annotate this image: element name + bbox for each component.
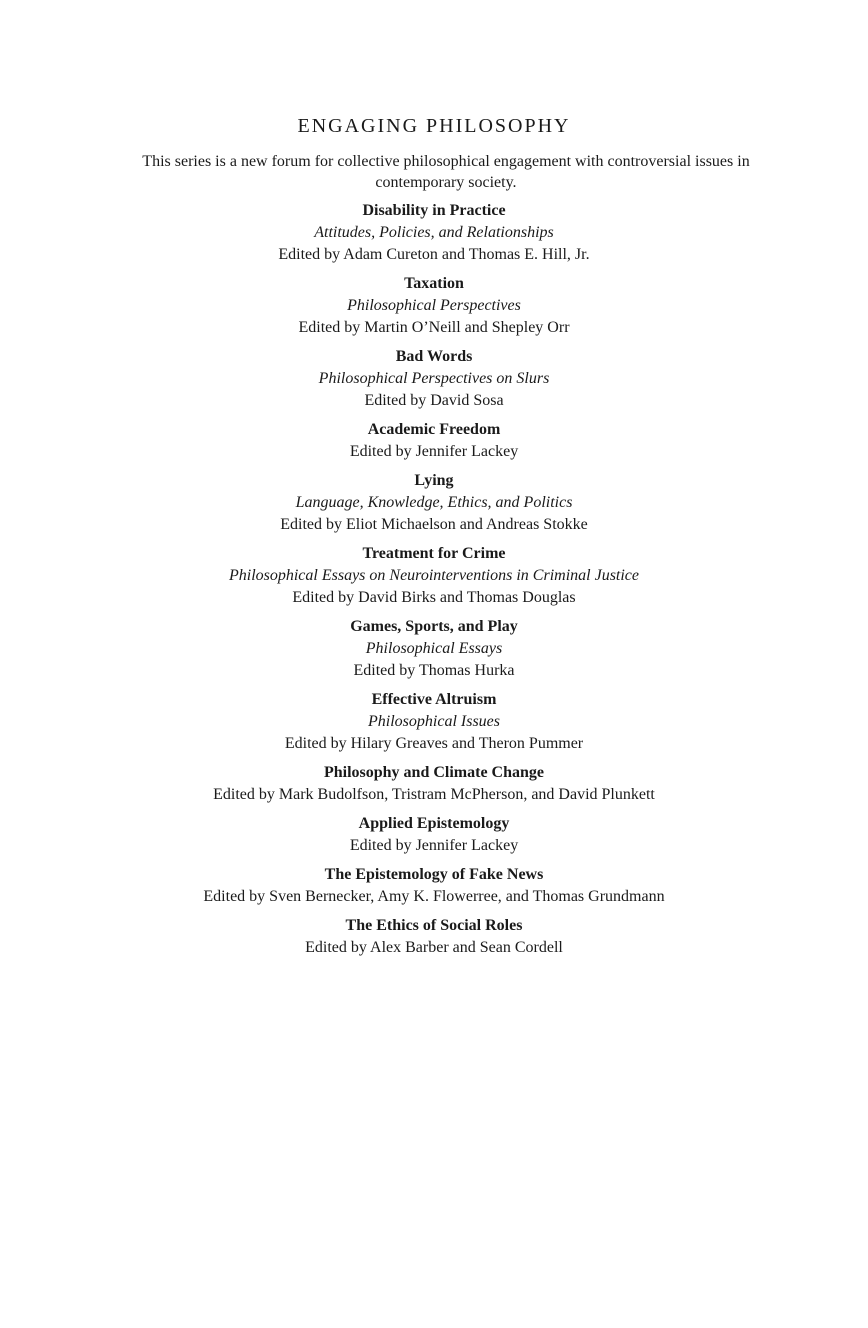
book-entry [0, 864, 868, 908]
book-title: Philosophy and Climate Change [323, 764, 545, 781]
series-description: This series is a new forum for collective philosophical engagement with controversial issues in contemporary society. [142, 153, 750, 191]
book-title: Effective Altruism [371, 691, 497, 708]
book-title: The Ethics of Social Roles [345, 917, 523, 934]
book-title: Bad Words [395, 348, 473, 365]
book-subtitle: Philosophical Essays on Neurointerventions in Criminal Justice [228, 567, 640, 584]
book-subtitle: Philosophical Perspectives [347, 297, 521, 314]
book-list [0, 200, 868, 966]
book-editors: Edited by Martin O’Neill and Shepley Orr [298, 319, 570, 336]
book-title: Applied Epistemology [358, 815, 510, 832]
book-entry [0, 419, 868, 463]
book-subtitle: Philosophical Essays [365, 640, 503, 657]
book-subtitle: Philosophical Perspectives on Slurs [318, 370, 550, 387]
book-subtitle: Philosophical Issues [368, 713, 500, 730]
book-entry [0, 543, 868, 609]
book-editors: Edited by Thomas Hurka [353, 662, 515, 679]
book-entry [0, 273, 868, 339]
book-editors: Edited by Jennifer Lackey [349, 443, 519, 460]
book-title: Disability in Practice [362, 202, 506, 219]
book-entry [0, 346, 868, 412]
book-title: Academic Freedom [367, 421, 501, 438]
book-editors: Edited by Sven Bernecker, Amy K. Flowerree, and Thomas Grundmann [203, 888, 665, 905]
book-entry [0, 470, 868, 536]
book-entry [0, 689, 868, 755]
book-subtitle: Language, Knowledge, Ethics, and Politics [295, 494, 573, 511]
book-entry [0, 762, 868, 806]
book-title: Games, Sports, and Play [350, 618, 518, 635]
book-editors: Edited by Jennifer Lackey [349, 837, 519, 854]
book-entry [0, 915, 868, 959]
book-entry [0, 200, 868, 266]
book-editors: Edited by Alex Barber and Sean Cordell [305, 939, 563, 956]
book-editors: Edited by David Sosa [364, 392, 504, 409]
book-entry [0, 813, 868, 857]
book-subtitle: Attitudes, Policies, and Relationships [314, 224, 554, 241]
book-title: Treatment for Crime [362, 545, 506, 562]
book-editors: Edited by Hilary Greaves and Theron Pummer [284, 735, 584, 752]
book-entry [0, 616, 868, 682]
book-title: The Epistemology of Fake News [324, 866, 544, 883]
book-title: Lying [414, 472, 454, 489]
book-editors: Edited by Adam Cureton and Thomas E. Hill, Jr. [278, 246, 590, 263]
book-editors: Edited by David Birks and Thomas Douglas [292, 589, 576, 606]
book-editors: Edited by Mark Budolfson, Tristram McPherson, and David Plunkett [213, 786, 655, 803]
book-title: Taxation [404, 275, 464, 292]
series-title: ENGAGING PHILOSOPHY [297, 115, 571, 137]
book-editors: Edited by Eliot Michaelson and Andreas Stokke [280, 516, 588, 533]
